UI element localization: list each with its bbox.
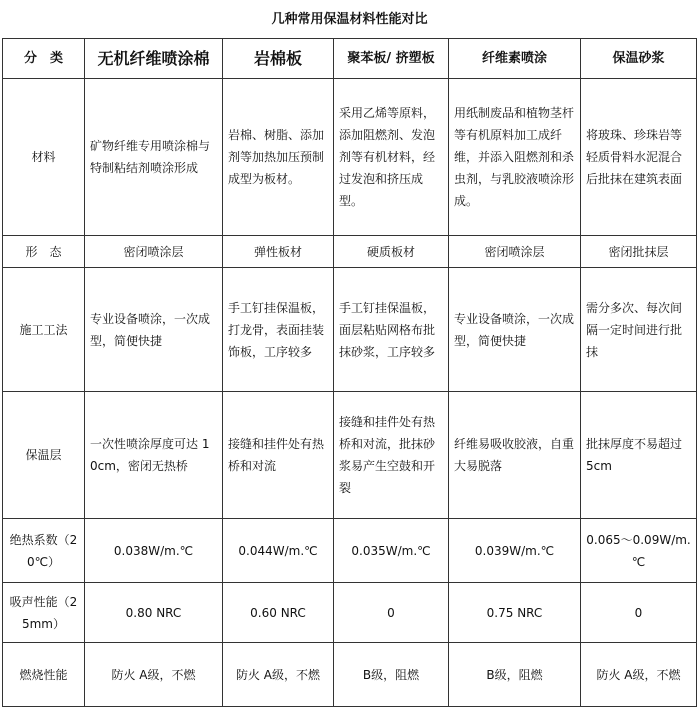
row-label: 材料: [3, 79, 85, 236]
table-cell: 将玻珠、珍珠岩等轻质骨料水泥混合后批抹在建筑表面: [581, 79, 697, 236]
table-cell: 专业设备喷涂，一次成型，简便快捷: [85, 268, 223, 392]
table-cell: 防火 A级，不燃: [581, 643, 697, 707]
table-cell: 接缝和挂件处有热桥和对流: [223, 392, 334, 519]
table-row: [3, 519, 697, 583]
table-row: [3, 236, 697, 268]
header-category: 分 类: [3, 39, 85, 79]
table-cell: 0: [334, 583, 449, 643]
row-label: 保温层: [3, 392, 85, 519]
header-rock-wool: 岩棉板: [223, 39, 334, 79]
row-label: 形 态: [3, 236, 85, 268]
row-label: 施工工法: [3, 268, 85, 392]
page-title: 几种常用保温材料性能对比: [271, 12, 428, 27]
table-cell: 手工钉挂保温板，面层粘贴网格布批抹砂浆，工序较多: [334, 268, 449, 392]
table-cell: 硬质板材: [334, 236, 449, 268]
table-cell: 0.038W/m.℃: [85, 519, 223, 583]
header-cellulose: 纤维素喷涂: [449, 39, 581, 79]
header-inorganic-fiber: 无机纤维喷涂棉: [85, 39, 223, 79]
table-cell: 接缝和挂件处有热桥和对流，批抹砂浆易产生空鼓和开裂: [334, 392, 449, 519]
table-cell: 0.065～0.09W/m.℃: [581, 519, 697, 583]
table-cell: 用纸制废品和植物茎杆等有机原料加工成纤维，并添入阻燃剂和杀虫剂，与乳胶液喷涂形成。: [449, 79, 581, 236]
table-cell: 采用乙烯等原料，添加阻燃剂、发泡剂等有机材料，经过发泡和挤压成型。: [334, 79, 449, 236]
table-row: [3, 392, 697, 519]
table-row: [3, 268, 697, 392]
table-cell: 手工钉挂保温板，打龙骨，表面挂装饰板，工序较多: [223, 268, 334, 392]
table-cell: 0.039W/m.℃: [449, 519, 581, 583]
table-cell: 防火 A级，不燃: [223, 643, 334, 707]
header-mortar: 保温砂浆: [581, 39, 697, 79]
table-cell: 岩棉、树脂、添加剂等加热加压预制成型为板材。: [223, 79, 334, 236]
table-row: [3, 643, 697, 707]
comparison-table: [2, 38, 697, 707]
row-label: 吸声性能（25mm）: [3, 583, 85, 643]
table-cell: 0.035W/m.℃: [334, 519, 449, 583]
table-cell: B级，阻燃: [449, 643, 581, 707]
table-cell: 密闭喷涂层: [449, 236, 581, 268]
table-cell: 需分多次、每次间隔一定时间进行批抹: [581, 268, 697, 392]
table-cell: 密闭批抹层: [581, 236, 697, 268]
table-cell: 弹性板材: [223, 236, 334, 268]
table-cell: 0.80 NRC: [85, 583, 223, 643]
table-row: [3, 583, 697, 643]
table-cell: 批抹厚度不易超过 5cm: [581, 392, 697, 519]
table-cell: 一次性喷涂厚度可达 10cm，密闭无热桥: [85, 392, 223, 519]
table-cell: 防火 A级，不燃: [85, 643, 223, 707]
table-cell: B级，阻燃: [334, 643, 449, 707]
table-cell: 密闭喷涂层: [85, 236, 223, 268]
table-cell: 0.60 NRC: [223, 583, 334, 643]
table-row: [3, 79, 697, 236]
row-label: 燃烧性能: [3, 643, 85, 707]
header-polystyrene: 聚苯板/ 挤塑板: [334, 39, 449, 79]
table-cell: 纤维易吸收胶液，自重大易脱落: [449, 392, 581, 519]
table-cell: 0.044W/m.℃: [223, 519, 334, 583]
table-cell: 专业设备喷涂，一次成型，简便快捷: [449, 268, 581, 392]
table-cell: 0.75 NRC: [449, 583, 581, 643]
table-cell: 矿物纤维专用喷涂棉与特制粘结剂喷涂形成: [85, 79, 223, 236]
table-cell: 0: [581, 583, 697, 643]
header-row: [3, 39, 697, 79]
row-label: 绝热系数（20℃）: [3, 519, 85, 583]
